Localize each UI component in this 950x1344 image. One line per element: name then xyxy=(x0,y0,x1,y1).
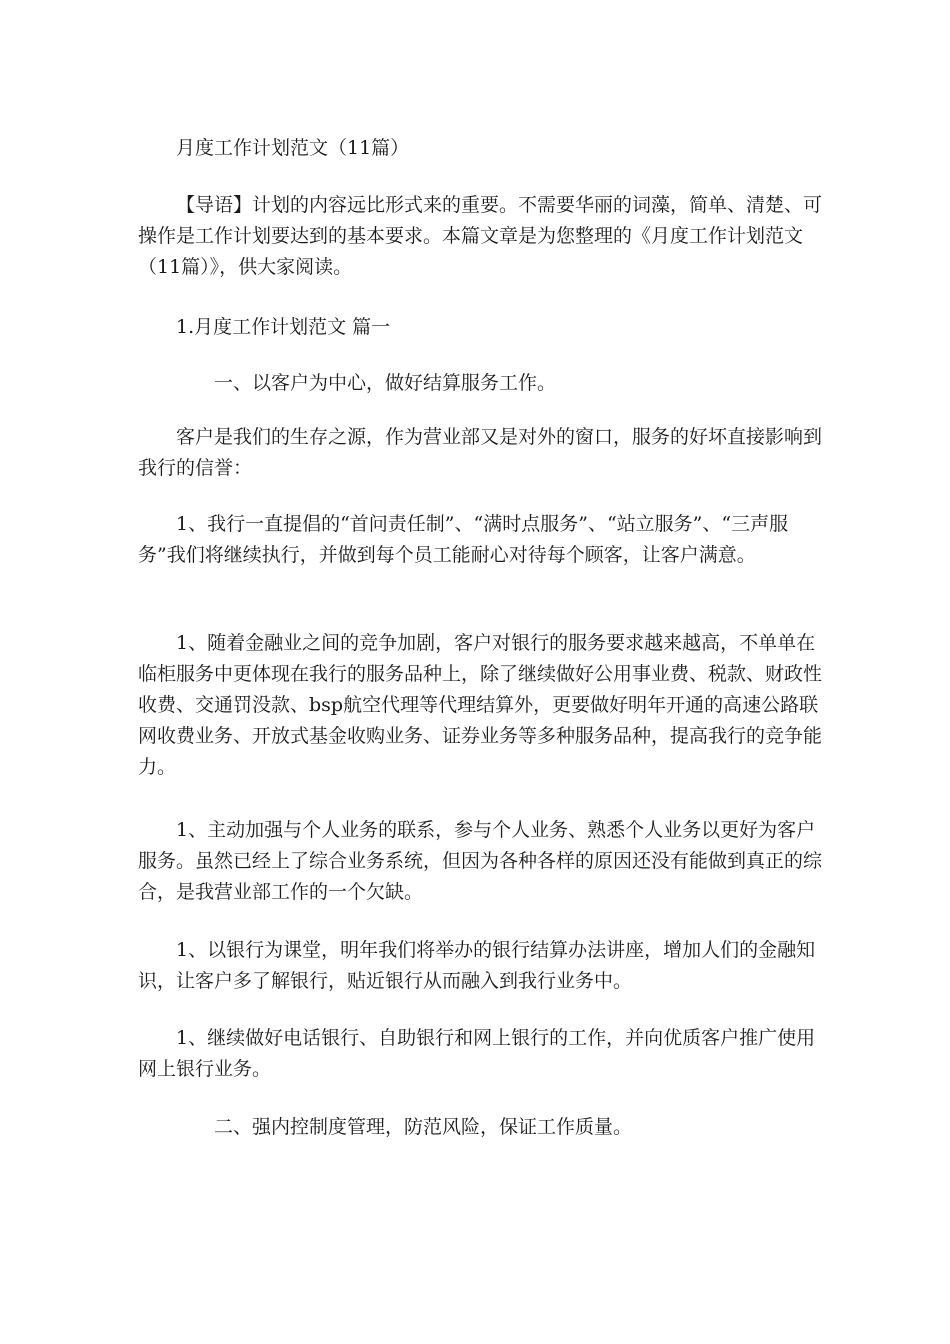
document-title: 月度工作计划范文（11篇） xyxy=(176,137,410,159)
part-two-heading: 二、强内控制度管理，防范风险，保证工作质量。 xyxy=(214,1116,633,1138)
paragraph-6: 1、继续做好电话银行、自助银行和网上银行的工作，并向优质客户推广使用网上银行业务。 xyxy=(138,1027,816,1080)
section-heading: 1.月度工作计划范文 篇一 xyxy=(176,316,391,338)
paragraph-5: 1、以银行为课堂，明年我们将举办的银行结算办法讲座，增加人们的金融知识，让客户多了解银行，贴近银行从而融入到我行业务中。 xyxy=(138,939,816,992)
part-one-heading: 一、以客户为中心，做好结算服务工作。 xyxy=(214,372,557,394)
paragraph-2: 1、我行一直提倡的“首问责任制”、“满时点服务”、“站立服务”、“三声服务”我们将继续执行，并做到每个员工能耐心对待每个顾客，让客户满意。 xyxy=(138,513,789,566)
paragraph-4: 1、主动加强与个人业务的联系，参与个人业务、熟悉个人业务以更好为客户服务。虽然已经上了综合业务系统，但因为各种各样的原因还没有能做到真正的综合，是我营业部工作的一个欠缺。 xyxy=(138,819,823,903)
intro-paragraph: 【导语】计划的内容远比形式来的重要。不需要华丽的词藻，简单、清楚、可操作是工作计划要达到的基本要求。本篇文章是为您整理的《月度工作计划范文（11篇）》，供大家阅读。 xyxy=(138,194,823,278)
paragraph-1: 客户是我们的生存之源，作为营业部又是对外的窗口，服务的好坏直接影响到我行的信誉： xyxy=(138,426,823,479)
paragraph-3: 1、随着金融业之间的竞争加剧，客户对银行的服务要求越来越高，不单单在临柜服务中更体现在我行的服务品种上，除了继续做好公用事业费、税款、财政性收费、交通罚没款、bsp航空代理等代理结算外，更要做好明年开通的高速公路联网收费业务、开放式基金收购业务、证券业务等多种服务品种，提高我行的竞争能力。 xyxy=(138,632,823,778)
